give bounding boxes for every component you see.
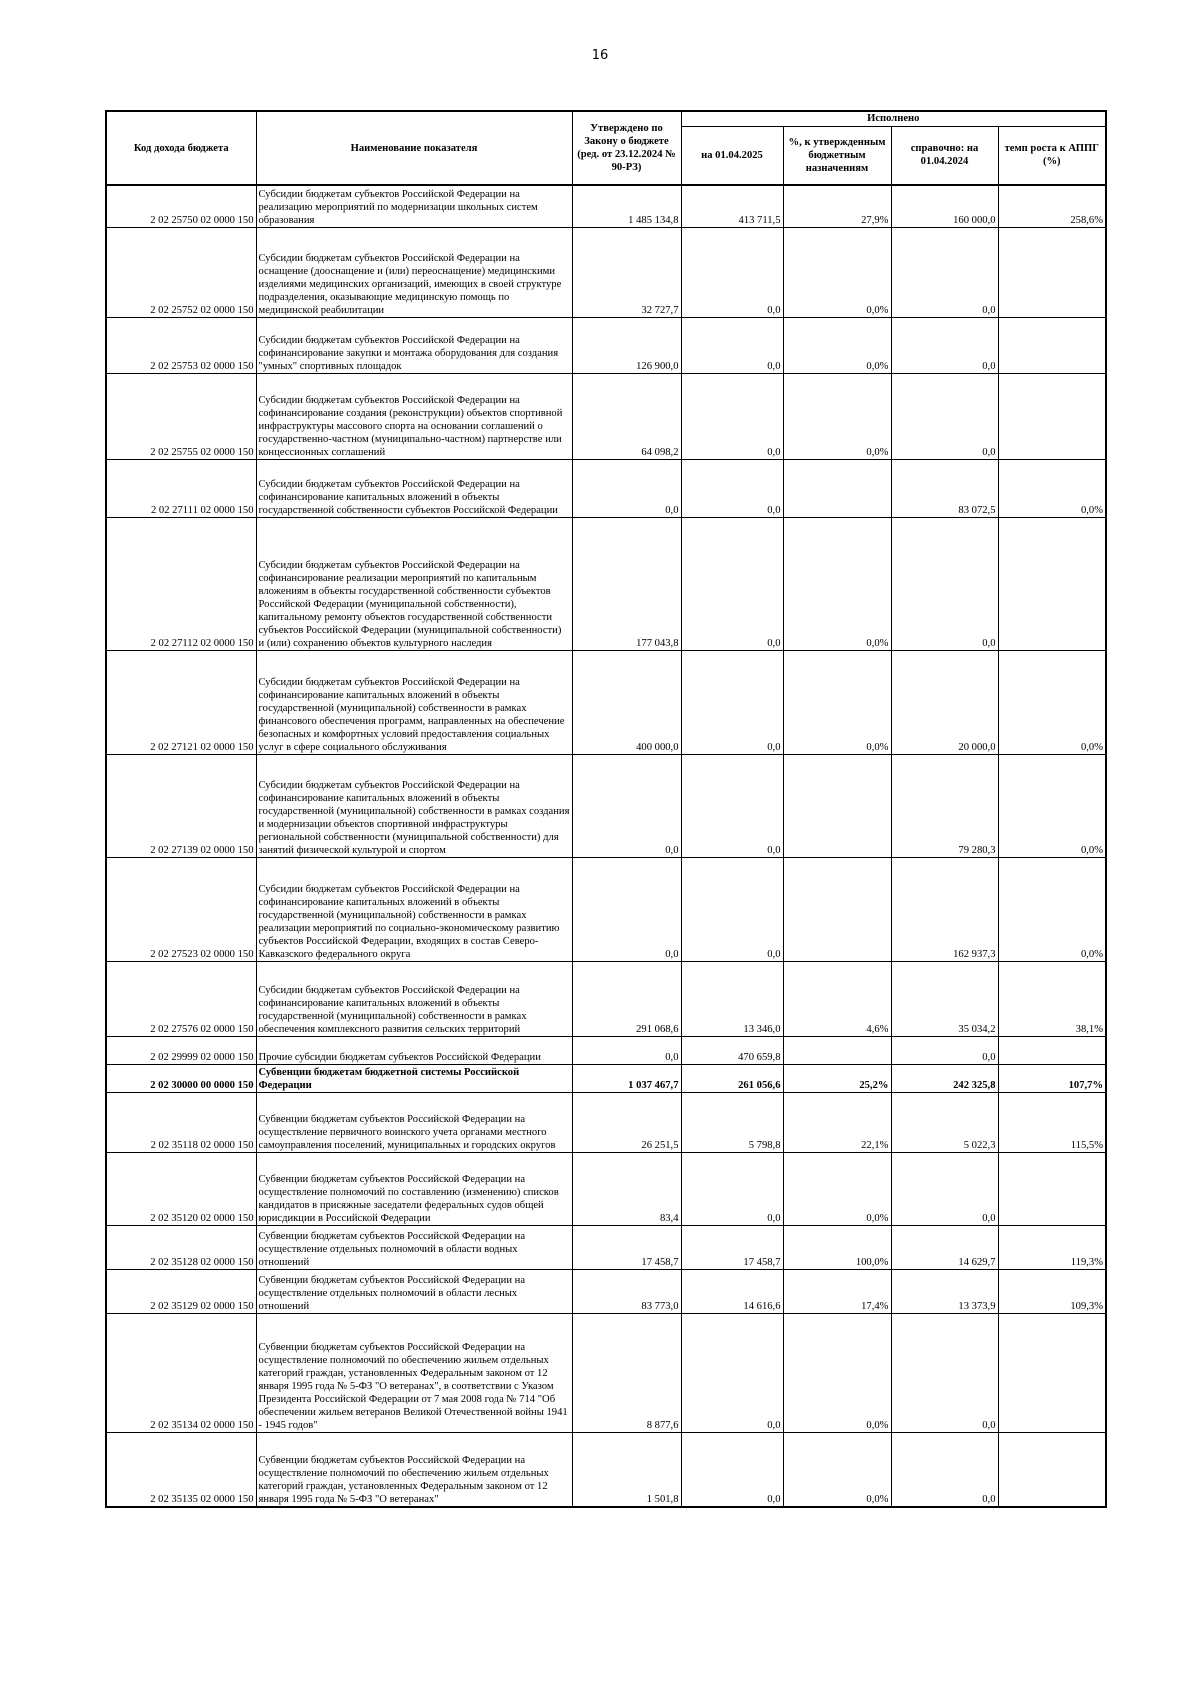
- cell-reference: 0,0: [891, 373, 998, 459]
- table-row: [106, 1152, 1106, 1225]
- cell-approved: 1 501,8: [572, 1432, 681, 1507]
- cell-name: Субвенции бюджетам субъектов Российской Федерации на осуществление отдельных полномочий в области водных отношений: [256, 1225, 572, 1269]
- cell-name: Субсидии бюджетам субъектов Российской Федерации на реализацию мероприятий по модернизации школьных систем образования: [256, 185, 572, 227]
- cell-growth: [998, 1036, 1106, 1064]
- cell-approved: 64 098,2: [572, 373, 681, 459]
- cell-name: Субсидии бюджетам субъектов Российской Федерации на софинансирование закупки и монтажа оборудования для создания "умных" спортивных площадок: [256, 317, 572, 373]
- table-row: [106, 373, 1106, 459]
- table-row: [106, 1036, 1106, 1064]
- table-row: [106, 1313, 1106, 1432]
- cell-code: 2 02 29999 02 0000 150: [106, 1036, 256, 1064]
- cell-reference: 35 034,2: [891, 961, 998, 1036]
- cell-percent: 25,2%: [783, 1064, 891, 1092]
- cell-executed: 0,0: [681, 227, 783, 317]
- cell-approved: 0,0: [572, 754, 681, 857]
- cell-code: 2 02 25750 02 0000 150: [106, 185, 256, 227]
- table-body: [106, 185, 1106, 1507]
- cell-executed: 261 056,6: [681, 1064, 783, 1092]
- cell-percent: 4,6%: [783, 961, 891, 1036]
- cell-percent: 0,0%: [783, 227, 891, 317]
- cell-reference: 20 000,0: [891, 650, 998, 754]
- cell-name: Прочие субсидии бюджетам субъектов Российской Федерации: [256, 1036, 572, 1064]
- cell-executed: 0,0: [681, 650, 783, 754]
- cell-approved: 400 000,0: [572, 650, 681, 754]
- cell-reference: 0,0: [891, 1313, 998, 1432]
- cell-code: 2 02 27523 02 0000 150: [106, 857, 256, 961]
- cell-approved: 26 251,5: [572, 1092, 681, 1152]
- cell-executed: 0,0: [681, 373, 783, 459]
- table-row: [106, 1092, 1106, 1152]
- cell-reference: 83 072,5: [891, 459, 998, 517]
- cell-percent: 0,0%: [783, 1432, 891, 1507]
- table-row: [106, 517, 1106, 650]
- cell-percent: [783, 1036, 891, 1064]
- cell-approved: 126 900,0: [572, 317, 681, 373]
- cell-executed: 14 616,6: [681, 1269, 783, 1313]
- table-row: [106, 459, 1106, 517]
- cell-growth: [998, 1152, 1106, 1225]
- cell-approved: 177 043,8: [572, 517, 681, 650]
- cell-name: Субсидии бюджетам субъектов Российской Федерации на софинансирование реализации мероприятий по капитальным вложениям в объекты государственной собственности субъектов Российской Федерации (муниципальной собственности), капитальному ремонту объектов государственной собственности субъектов Российской Федерации (муниципальной собственности) и (или) сохранению объектов культурного наследия: [256, 517, 572, 650]
- cell-name: Субсидии бюджетам субъектов Российской Федерации на софинансирование капитальных вложений в объекты государственной (муниципальной) собственности в рамках реализации мероприятий по социально-экономическому развитию субъектов Российской Федерации, входящих в состав Северо-Кавказского федерального округа: [256, 857, 572, 961]
- cell-executed: 0,0: [681, 459, 783, 517]
- cell-growth: 119,3%: [998, 1225, 1106, 1269]
- cell-code: 2 02 27111 02 0000 150: [106, 459, 256, 517]
- cell-code: 2 02 27139 02 0000 150: [106, 754, 256, 857]
- cell-code: 2 02 25752 02 0000 150: [106, 227, 256, 317]
- cell-reference: 0,0: [891, 1036, 998, 1064]
- table-row: [106, 317, 1106, 373]
- header-name: Наименование показателя: [256, 111, 572, 185]
- cell-name: Субвенции бюджетам субъектов Российской Федерации на осуществление отдельных полномочий в области лесных отношений: [256, 1269, 572, 1313]
- table-row-total: [106, 1064, 1106, 1092]
- cell-percent: [783, 857, 891, 961]
- cell-growth: 0,0%: [998, 754, 1106, 857]
- cell-name: Субвенции бюджетам бюджетной системы Российской Федерации: [256, 1064, 572, 1092]
- cell-growth: 258,6%: [998, 185, 1106, 227]
- cell-approved: 0,0: [572, 459, 681, 517]
- cell-growth: [998, 317, 1106, 373]
- cell-percent: 17,4%: [783, 1269, 891, 1313]
- cell-reference: 0,0: [891, 227, 998, 317]
- cell-reference: 14 629,7: [891, 1225, 998, 1269]
- cell-growth: 0,0%: [998, 857, 1106, 961]
- cell-executed: 0,0: [681, 754, 783, 857]
- table-row: [106, 754, 1106, 857]
- cell-growth: 107,7%: [998, 1064, 1106, 1092]
- header-on-date: на 01.04.2025: [681, 126, 783, 185]
- cell-executed: 413 711,5: [681, 185, 783, 227]
- cell-percent: [783, 754, 891, 857]
- header-approved: Утверждено по Закону о бюджете (ред. от 23.12.2024 № 90-РЗ): [572, 111, 681, 185]
- cell-executed: 0,0: [681, 317, 783, 373]
- cell-code: 2 02 35129 02 0000 150: [106, 1269, 256, 1313]
- cell-percent: 100,0%: [783, 1225, 891, 1269]
- cell-percent: 0,0%: [783, 1313, 891, 1432]
- cell-name: Субсидии бюджетам субъектов Российской Федерации на софинансирование капитальных вложений в объекты государственной (муниципальной) собственности в рамках обеспечения комплексного развития сельских территорий: [256, 961, 572, 1036]
- cell-code: 2 02 25755 02 0000 150: [106, 373, 256, 459]
- cell-code: 2 02 27576 02 0000 150: [106, 961, 256, 1036]
- cell-code: 2 02 35118 02 0000 150: [106, 1092, 256, 1152]
- header-reference: справочно: на 01.04.2024: [891, 126, 998, 185]
- header-executed: Исполнено: [681, 111, 1106, 126]
- cell-approved: 8 877,6: [572, 1313, 681, 1432]
- cell-percent: 22,1%: [783, 1092, 891, 1152]
- cell-growth: [998, 1432, 1106, 1507]
- cell-approved: 291 068,6: [572, 961, 681, 1036]
- cell-executed: 470 659,8: [681, 1036, 783, 1064]
- cell-growth: [998, 517, 1106, 650]
- cell-reference: 13 373,9: [891, 1269, 998, 1313]
- cell-approved: 17 458,7: [572, 1225, 681, 1269]
- page-number: 16: [591, 48, 609, 63]
- cell-executed: 0,0: [681, 1313, 783, 1432]
- cell-code: 2 02 35120 02 0000 150: [106, 1152, 256, 1225]
- header-code: Код дохода бюджета: [106, 111, 256, 185]
- cell-approved: 83,4: [572, 1152, 681, 1225]
- cell-executed: 13 346,0: [681, 961, 783, 1036]
- cell-percent: 0,0%: [783, 373, 891, 459]
- cell-approved: 1 485 134,8: [572, 185, 681, 227]
- table-row: [106, 1269, 1106, 1313]
- cell-code: 2 02 27112 02 0000 150: [106, 517, 256, 650]
- cell-percent: 27,9%: [783, 185, 891, 227]
- cell-percent: 0,0%: [783, 317, 891, 373]
- cell-name: Субвенции бюджетам субъектов Российской Федерации на осуществление полномочий по обеспечению жильем отдельных категорий граждан, установленных Федеральным законом от 12 января 1995 года № 5-ФЗ "О ветеранах", в соответствии с Указом Президента Российской Федерации от 7 мая 2008 года № 714 "Об обеспечении жильем ветеранов Великой Отечественной войны 1941 - 1945 годов": [256, 1313, 572, 1432]
- cell-percent: 0,0%: [783, 517, 891, 650]
- cell-executed: 0,0: [681, 517, 783, 650]
- cell-code: 2 02 35134 02 0000 150: [106, 1313, 256, 1432]
- cell-reference: 0,0: [891, 517, 998, 650]
- cell-name: Субсидии бюджетам субъектов Российской Федерации на софинансирование капитальных вложений в объекты государственной (муниципальной) собственности в рамках создания и модернизации объектов спортивной инфраструктуры региональной собственности (муниципальной собственности) для занятий физической культурой и спортом: [256, 754, 572, 857]
- cell-name: Субвенции бюджетам субъектов Российской Федерации на осуществление первичного воинского учета органами местного самоуправления поселений, муниципальных и городских округов: [256, 1092, 572, 1152]
- cell-name: Субсидии бюджетам субъектов Российской Федерации на софинансирование создания (реконструкции) объектов спортивной инфраструктуры массового спорта на основании соглашений о государственно-частном (муниципально-частном) партнерстве или концессионных соглашений: [256, 373, 572, 459]
- budget-table: [105, 110, 1107, 1508]
- cell-reference: 0,0: [891, 1432, 998, 1507]
- cell-executed: 0,0: [681, 1152, 783, 1225]
- cell-growth: [998, 1313, 1106, 1432]
- cell-approved: 83 773,0: [572, 1269, 681, 1313]
- cell-reference: 0,0: [891, 317, 998, 373]
- cell-approved: 1 037 467,7: [572, 1064, 681, 1092]
- cell-growth: 109,3%: [998, 1269, 1106, 1313]
- cell-executed: 0,0: [681, 857, 783, 961]
- cell-reference: 242 325,8: [891, 1064, 998, 1092]
- cell-executed: 17 458,7: [681, 1225, 783, 1269]
- header-percent: %, к утвержденным бюджетным назначениям: [783, 126, 891, 185]
- cell-code: 2 02 35128 02 0000 150: [106, 1225, 256, 1269]
- cell-growth: 0,0%: [998, 459, 1106, 517]
- cell-growth: 0,0%: [998, 650, 1106, 754]
- cell-executed: 0,0: [681, 1432, 783, 1507]
- cell-growth: [998, 373, 1106, 459]
- table-row: [106, 650, 1106, 754]
- table-row: [106, 857, 1106, 961]
- cell-reference: 79 280,3: [891, 754, 998, 857]
- cell-reference: 0,0: [891, 1152, 998, 1225]
- cell-reference: 162 937,3: [891, 857, 998, 961]
- cell-approved: 32 727,7: [572, 227, 681, 317]
- cell-name: Субвенции бюджетам субъектов Российской Федерации на осуществление полномочий по обеспечению жильем отдельных категорий граждан, установленных Федеральным законом от 12 января 1995 года № 5-ФЗ "О ветеранах": [256, 1432, 572, 1507]
- cell-name: Субвенции бюджетам субъектов Российской Федерации на осуществление полномочий по составлению (изменению) списков кандидатов в присяжные заседатели федеральных судов общей юрисдикции в Российской Федерации: [256, 1152, 572, 1225]
- cell-reference: 160 000,0: [891, 185, 998, 227]
- cell-code: 2 02 35135 02 0000 150: [106, 1432, 256, 1507]
- table-row: [106, 961, 1106, 1036]
- table-row: [106, 1432, 1106, 1507]
- cell-code: 2 02 25753 02 0000 150: [106, 317, 256, 373]
- table-row: [106, 227, 1106, 317]
- header-growth: темп роста к АППГ (%): [998, 126, 1106, 185]
- cell-growth: 115,5%: [998, 1092, 1106, 1152]
- table-row: [106, 1225, 1106, 1269]
- cell-percent: [783, 459, 891, 517]
- cell-percent: 0,0%: [783, 1152, 891, 1225]
- cell-code: 2 02 27121 02 0000 150: [106, 650, 256, 754]
- cell-approved: 0,0: [572, 857, 681, 961]
- table-header: [106, 111, 1106, 185]
- cell-name: Субсидии бюджетам субъектов Российской Федерации на оснащение (дооснащение и (или) переоснащение) медицинскими изделиями медицинских организаций, имеющих в своей структуре подразделения, оказывающие медицинскую помощь по медицинской реабилитации: [256, 227, 572, 317]
- cell-approved: 0,0: [572, 1036, 681, 1064]
- cell-growth: 38,1%: [998, 961, 1106, 1036]
- cell-name: Субсидии бюджетам субъектов Российской Федерации на софинансирование капитальных вложений в объекты государственной (муниципальной) собственности в рамках финансового обеспечения программ, направленных на обеспечение безопасных и комфортных условий предоставления социальных услуг в сфере социального обслуживания: [256, 650, 572, 754]
- cell-executed: 5 798,8: [681, 1092, 783, 1152]
- cell-reference: 5 022,3: [891, 1092, 998, 1152]
- table-row: [106, 185, 1106, 227]
- cell-growth: [998, 227, 1106, 317]
- cell-name: Субсидии бюджетам субъектов Российской Федерации на софинансирование капитальных вложений в объекты государственной собственности субъектов Российской Федерации: [256, 459, 572, 517]
- cell-code: 2 02 30000 00 0000 150: [106, 1064, 256, 1092]
- cell-percent: 0,0%: [783, 650, 891, 754]
